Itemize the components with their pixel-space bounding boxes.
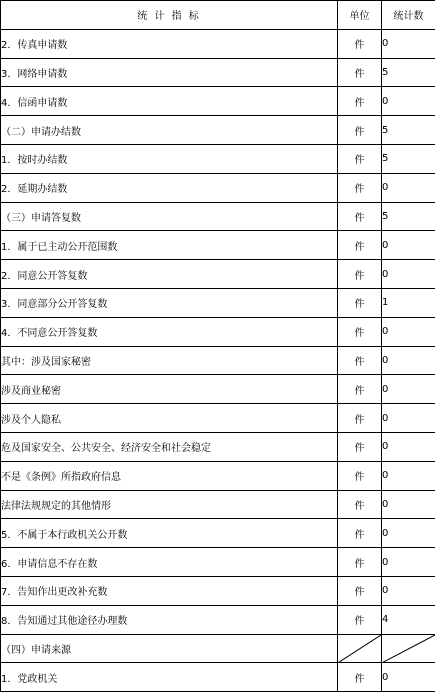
row-indicator: 4．信函申请数 [1, 87, 338, 116]
row-unit: 件 [338, 173, 382, 202]
row-unit: 件 [338, 116, 382, 145]
row-indicator: 2．延期办结数 [1, 173, 338, 202]
row-indicator: （二）申请办结数 [1, 116, 338, 145]
table-header-row [1, 1, 435, 30]
row-count: 0 [382, 548, 435, 577]
row-indicator: 涉及商业秘密 [1, 375, 338, 404]
row-count: 5 [382, 116, 435, 145]
row-indicator: （四）申请来源 [1, 634, 338, 663]
row-unit: 件 [338, 576, 382, 605]
row-indicator: （三）申请答复数 [1, 202, 338, 231]
row-unit: 件 [338, 490, 382, 519]
table-row [1, 58, 435, 87]
row-indicator: 7．告知作出更改补充数 [1, 576, 338, 605]
row-unit: 件 [338, 548, 382, 577]
table-row [1, 29, 435, 58]
row-indicator: 6．申请信息不存在数 [1, 548, 338, 577]
row-unit: 件 [338, 144, 382, 173]
row-unit: 件 [338, 375, 382, 404]
table-row [1, 548, 435, 577]
row-unit: 件 [338, 202, 382, 231]
row-count: 5 [382, 58, 435, 87]
row-indicator: 1．属于已主动公开范围数 [1, 231, 338, 260]
row-indicator: 其中：涉及国家秘密 [1, 346, 338, 375]
row-unit: 件 [338, 288, 382, 317]
row-indicator: 不是《条例》所指政府信息 [1, 461, 338, 490]
row-count: 4 [382, 605, 435, 634]
header-indicator: 统 计 指 标 [1, 1, 338, 30]
row-count: 0 [382, 519, 435, 548]
row-indicator: 涉及个人隐私 [1, 404, 338, 433]
row-count: 0 [382, 317, 435, 346]
table-row [1, 346, 435, 375]
header-count: 统计数 [382, 1, 435, 30]
row-count: 0 [382, 663, 435, 692]
table-row [1, 461, 435, 490]
diagonal-line [338, 635, 381, 663]
table-row [1, 288, 435, 317]
table-row [1, 490, 435, 519]
row-count: 0 [382, 87, 435, 116]
row-indicator: 1．党政机关 [1, 663, 338, 692]
row-indicator: 法律法规规定的其他情形 [1, 490, 338, 519]
table-row [1, 260, 435, 289]
row-indicator: 2．同意公开答复数 [1, 260, 338, 289]
row-unit: 件 [338, 432, 382, 461]
row-unit: 件 [338, 29, 382, 58]
row-indicator: 1．按时办结数 [1, 144, 338, 173]
row-count: 0 [382, 231, 435, 260]
row-unit: 件 [338, 461, 382, 490]
table-row [1, 519, 435, 548]
row-count: 5 [382, 202, 435, 231]
table-row [1, 375, 435, 404]
row-count: 5 [382, 144, 435, 173]
table-row [1, 317, 435, 346]
row-indicator: 8．告知通过其他途径办理数 [1, 605, 338, 634]
row-count: 0 [382, 461, 435, 490]
row-unit: 件 [338, 58, 382, 87]
table-row [1, 432, 435, 461]
table-row-section [1, 634, 435, 663]
diagonal-empty-cell [338, 634, 382, 663]
table-row [1, 576, 435, 605]
table-row [1, 173, 435, 202]
row-unit: 件 [338, 260, 382, 289]
table-row [1, 116, 435, 145]
row-indicator: 危及国家安全、公共安全、经济安全和社会稳定 [1, 432, 338, 461]
row-count: 0 [382, 490, 435, 519]
row-count: 0 [382, 29, 435, 58]
row-unit: 件 [338, 346, 382, 375]
header-unit: 单位 [338, 1, 382, 30]
row-indicator: 3．网络申请数 [1, 58, 338, 87]
table-row [1, 231, 435, 260]
table-row [1, 202, 435, 231]
row-unit: 件 [338, 519, 382, 548]
row-indicator: 3．同意部分公开答复数 [1, 288, 338, 317]
row-count: 0 [382, 260, 435, 289]
row-unit: 件 [338, 231, 382, 260]
table-row [1, 87, 435, 116]
diagonal-empty-cell [382, 634, 435, 663]
row-count: 0 [382, 404, 435, 433]
row-count: 0 [382, 375, 435, 404]
row-indicator: 5．不属于本行政机关公开数 [1, 519, 338, 548]
row-unit: 件 [338, 404, 382, 433]
table-row [1, 663, 435, 692]
row-unit: 件 [338, 663, 382, 692]
diagonal-line [382, 635, 435, 663]
row-count: 0 [382, 346, 435, 375]
table-row [1, 144, 435, 173]
row-count: 0 [382, 576, 435, 605]
row-count: 0 [382, 173, 435, 202]
row-count: 0 [382, 432, 435, 461]
row-indicator: 2．传真申请数 [1, 29, 338, 58]
table-row [1, 404, 435, 433]
row-count: 1 [382, 288, 435, 317]
row-indicator: 4．不同意公开答复数 [1, 317, 338, 346]
row-unit: 件 [338, 605, 382, 634]
table-row [1, 605, 435, 634]
row-unit: 件 [338, 87, 382, 116]
row-unit: 件 [338, 317, 382, 346]
